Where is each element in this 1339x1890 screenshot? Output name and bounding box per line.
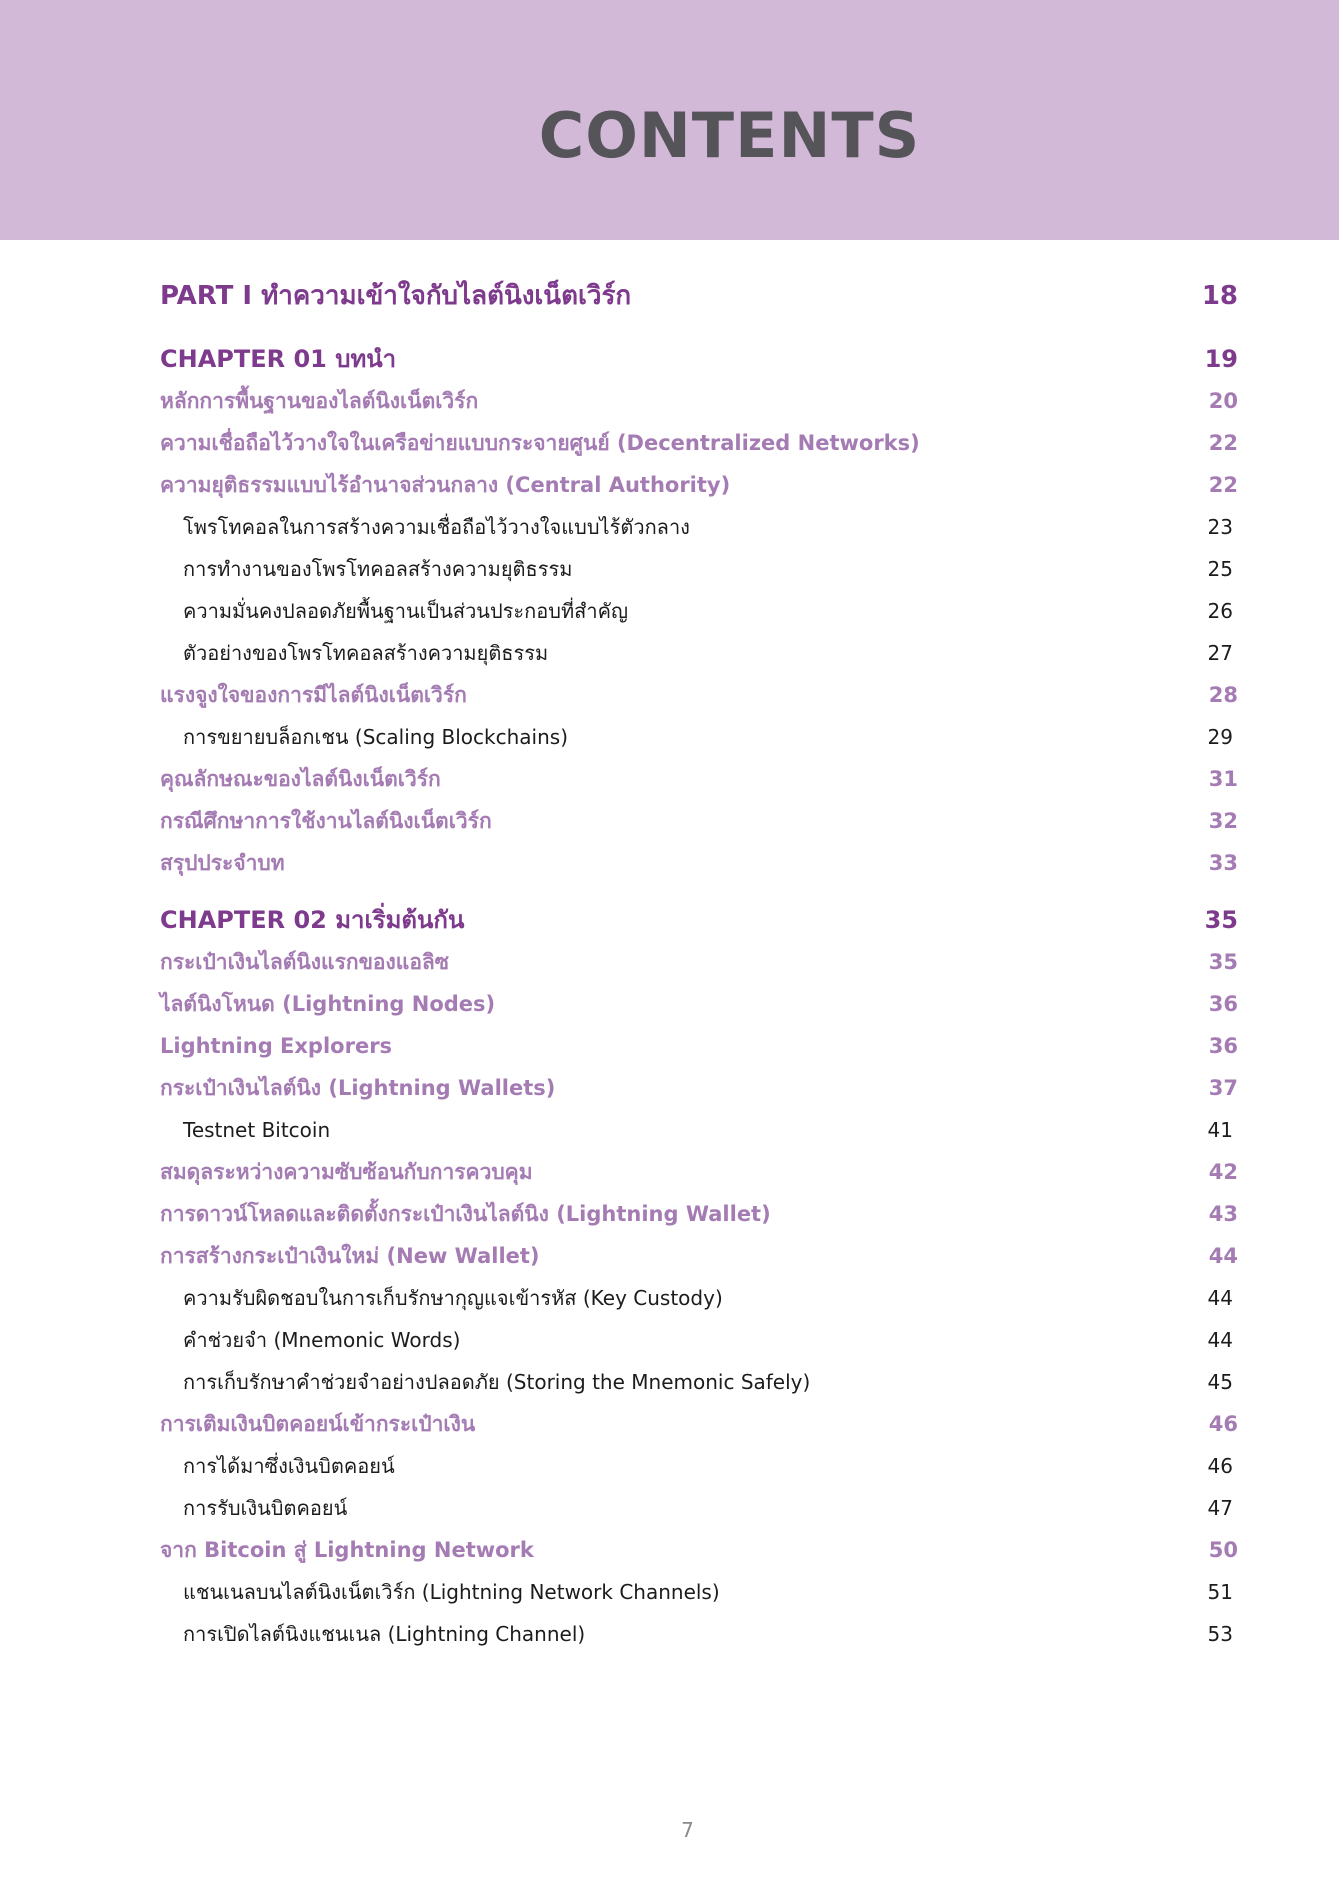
toc-entry-title: การรับเงินบิตคอยน์ bbox=[183, 1496, 348, 1520]
toc-entry-section[interactable] bbox=[0, 842, 1339, 884]
toc-entry-section[interactable] bbox=[0, 464, 1339, 506]
toc-entry-page-number: 20 bbox=[1208, 389, 1238, 413]
toc-entry-section[interactable] bbox=[0, 1151, 1339, 1193]
toc-entry-page-number: 42 bbox=[1208, 1160, 1238, 1184]
toc-entry-page-number: 27 bbox=[1207, 641, 1233, 665]
toc-entry-page-number: 36 bbox=[1208, 1034, 1238, 1058]
toc-entry-sub[interactable] bbox=[0, 716, 1339, 758]
toc-entry-title: CHAPTER 01 บทนำ bbox=[160, 345, 397, 373]
toc-entry-title: CHAPTER 02 มาเริ่มต้นกัน bbox=[160, 906, 465, 934]
toc-entry-chapter[interactable] bbox=[0, 338, 1339, 380]
toc-entry-sub[interactable] bbox=[0, 1319, 1339, 1361]
toc-entry-page-number: 18 bbox=[1201, 281, 1238, 311]
toc-entry-title: แชนเนลบนไลต์นิงเน็ตเวิร์ก (Lightning Network Channels) bbox=[183, 1580, 720, 1604]
toc-entry-sub[interactable] bbox=[0, 1109, 1339, 1151]
toc-entry-title: กรณีศึกษาการใช้งานไลต์นิงเน็ตเวิร์ก bbox=[160, 809, 492, 833]
toc-entry-page-number: 35 bbox=[1208, 950, 1238, 974]
toc-entry-title: จาก Bitcoin สู่ Lightning Network bbox=[160, 1538, 534, 1562]
toc-entry-section[interactable] bbox=[0, 983, 1339, 1025]
toc-entry-page-number: 29 bbox=[1207, 725, 1233, 749]
toc-entry-title: โพรโทคอลในการสร้างความเชื่อถือไว้วางใจแบบไร้ตัวกลาง bbox=[183, 515, 690, 539]
toc-entry-page-number: 23 bbox=[1207, 515, 1233, 539]
toc-entry-sub[interactable] bbox=[0, 632, 1339, 674]
toc-entry-page-number: 44 bbox=[1208, 1244, 1238, 1268]
toc-entry-title: การเติมเงินบิตคอยน์เข้ากระเป๋าเงิน bbox=[160, 1412, 476, 1436]
toc-entry-section[interactable] bbox=[0, 1193, 1339, 1235]
toc-entry-sub[interactable] bbox=[0, 506, 1339, 548]
toc-entry-page-number: 22 bbox=[1208, 473, 1238, 497]
toc-entry-sub[interactable] bbox=[0, 590, 1339, 632]
toc-entry-page-number: 32 bbox=[1208, 809, 1238, 833]
toc-entry-section[interactable] bbox=[0, 758, 1339, 800]
toc-entry-page-number: 46 bbox=[1207, 1454, 1233, 1478]
toc-entry-sub[interactable] bbox=[0, 1445, 1339, 1487]
toc-entry-title: ความเชื่อถือไว้วางใจในเครือข่ายแบบกระจายศูนย์ (Decentralized Networks) bbox=[160, 431, 920, 455]
toc-entry-title: คำช่วยจำ (Mnemonic Words) bbox=[183, 1328, 461, 1352]
toc-entry-sub[interactable] bbox=[0, 1277, 1339, 1319]
toc-entry-page-number: 35 bbox=[1204, 906, 1238, 934]
toc-entry-page-number: 25 bbox=[1207, 557, 1233, 581]
toc-entry-title: PART I ทำความเข้าใจกับไลต์นิงเน็ตเวิร์ก bbox=[160, 281, 632, 311]
toc-entry-page-number: 19 bbox=[1204, 345, 1238, 373]
toc-entry-sub[interactable] bbox=[0, 548, 1339, 590]
toc-entry-section[interactable] bbox=[0, 1403, 1339, 1445]
toc-entry-section[interactable] bbox=[0, 1025, 1339, 1067]
toc-entry-title: ความมั่นคงปลอดภัยพื้นฐานเป็นส่วนประกอบที่สำคัญ bbox=[183, 599, 629, 623]
toc-entry-sub[interactable] bbox=[0, 1361, 1339, 1403]
toc-entry-section[interactable] bbox=[0, 380, 1339, 422]
toc-entry-section[interactable] bbox=[0, 941, 1339, 983]
toc-entry-title: Testnet Bitcoin bbox=[183, 1118, 331, 1142]
toc-entry-sub[interactable] bbox=[0, 1571, 1339, 1613]
toc-entry-section[interactable] bbox=[0, 674, 1339, 716]
toc-entry-title: การได้มาซึ่งเงินบิตคอยน์ bbox=[183, 1454, 395, 1478]
toc-entry-page-number: 22 bbox=[1208, 431, 1238, 455]
toc-entry-page-number: 28 bbox=[1208, 683, 1238, 707]
toc-entry-title: สมดุลระหว่างความซับซ้อนกับการควบคุม bbox=[160, 1160, 533, 1184]
toc-entry-title: คุณลักษณะของไลต์นิงเน็ตเวิร์ก bbox=[160, 767, 441, 791]
toc-entry-sub[interactable] bbox=[0, 1613, 1339, 1655]
toc-entry-title: ตัวอย่างของโพรโทคอลสร้างความยุติธรรม bbox=[183, 641, 549, 665]
toc-entry-page-number: 47 bbox=[1207, 1496, 1233, 1520]
toc-entry-title: สรุปประจำบท bbox=[160, 851, 285, 875]
toc-entry-section[interactable] bbox=[0, 1067, 1339, 1109]
toc-entry-title: การเก็บรักษาคำช่วยจำอย่างปลอดภัย (Storing the Mnemonic Safely) bbox=[183, 1370, 811, 1394]
toc-entry-title: ไลต์นิงโหนด (Lightning Nodes) bbox=[160, 992, 496, 1016]
toc-entry-title: ความรับผิดชอบในการเก็บรักษากุญแจเข้ารหัส (Key Custody) bbox=[183, 1286, 723, 1310]
toc-entry-page-number: 33 bbox=[1208, 851, 1238, 875]
toc-entry-page-number: 41 bbox=[1207, 1118, 1233, 1142]
toc-entry-title: การขยายบล็อกเชน (Scaling Blockchains) bbox=[183, 725, 568, 749]
toc-entry-title: การทำงานของโพรโทคอลสร้างความยุติธรรม bbox=[183, 557, 573, 581]
page-number: 7 bbox=[681, 1818, 694, 1842]
toc-entry-title: หลักการพื้นฐานของไลต์นิงเน็ตเวิร์ก bbox=[160, 389, 479, 413]
toc-entry-part[interactable] bbox=[0, 275, 1339, 317]
toc-entry-page-number: 31 bbox=[1208, 767, 1238, 791]
toc-entry-title: ความยุติธรรมแบบไร้อำนาจส่วนกลาง (Central Authority) bbox=[160, 473, 731, 497]
toc-entry-title: แรงจูงใจของการมีไลต์นิงเน็ตเวิร์ก bbox=[160, 683, 467, 707]
page-title: CONTENTS bbox=[538, 99, 921, 172]
toc-entry-page-number: 44 bbox=[1207, 1286, 1233, 1310]
toc-entry-page-number: 45 bbox=[1207, 1370, 1233, 1394]
toc-entry-section[interactable] bbox=[0, 1235, 1339, 1277]
toc-entry-page-number: 37 bbox=[1208, 1076, 1238, 1100]
toc-entry-title: การเปิดไลต์นิงแชนเนล (Lightning Channel) bbox=[183, 1622, 586, 1646]
toc-entry-chapter[interactable] bbox=[0, 899, 1339, 941]
toc-entry-page-number: 26 bbox=[1207, 599, 1233, 623]
toc-entry-page-number: 51 bbox=[1207, 1580, 1233, 1604]
toc-entry-page-number: 53 bbox=[1207, 1622, 1233, 1646]
toc-entry-page-number: 44 bbox=[1207, 1328, 1233, 1352]
toc-entry-section[interactable] bbox=[0, 800, 1339, 842]
toc-entry-sub[interactable] bbox=[0, 1487, 1339, 1529]
toc-entry-title: การดาวน์โหลดและติดตั้งกระเป๋าเงินไลต์นิง (Lightning Wallet) bbox=[160, 1202, 771, 1226]
toc-entry-title: กระเป๋าเงินไลต์นิง (Lightning Wallets) bbox=[160, 1076, 556, 1100]
toc-entry-section[interactable] bbox=[0, 1529, 1339, 1571]
toc-entry-page-number: 43 bbox=[1208, 1202, 1238, 1226]
toc-entry-title: Lightning Explorers bbox=[160, 1034, 393, 1058]
toc-entry-page-number: 36 bbox=[1208, 992, 1238, 1016]
toc-entry-section[interactable] bbox=[0, 422, 1339, 464]
toc-entry-title: การสร้างกระเป๋าเงินใหม่ (New Wallet) bbox=[160, 1244, 540, 1268]
toc-entry-title: กระเป๋าเงินไลต์นิงแรกของแอลิซ bbox=[160, 950, 450, 974]
toc-entry-page-number: 50 bbox=[1208, 1538, 1238, 1562]
toc-entry-page-number: 46 bbox=[1208, 1412, 1238, 1436]
